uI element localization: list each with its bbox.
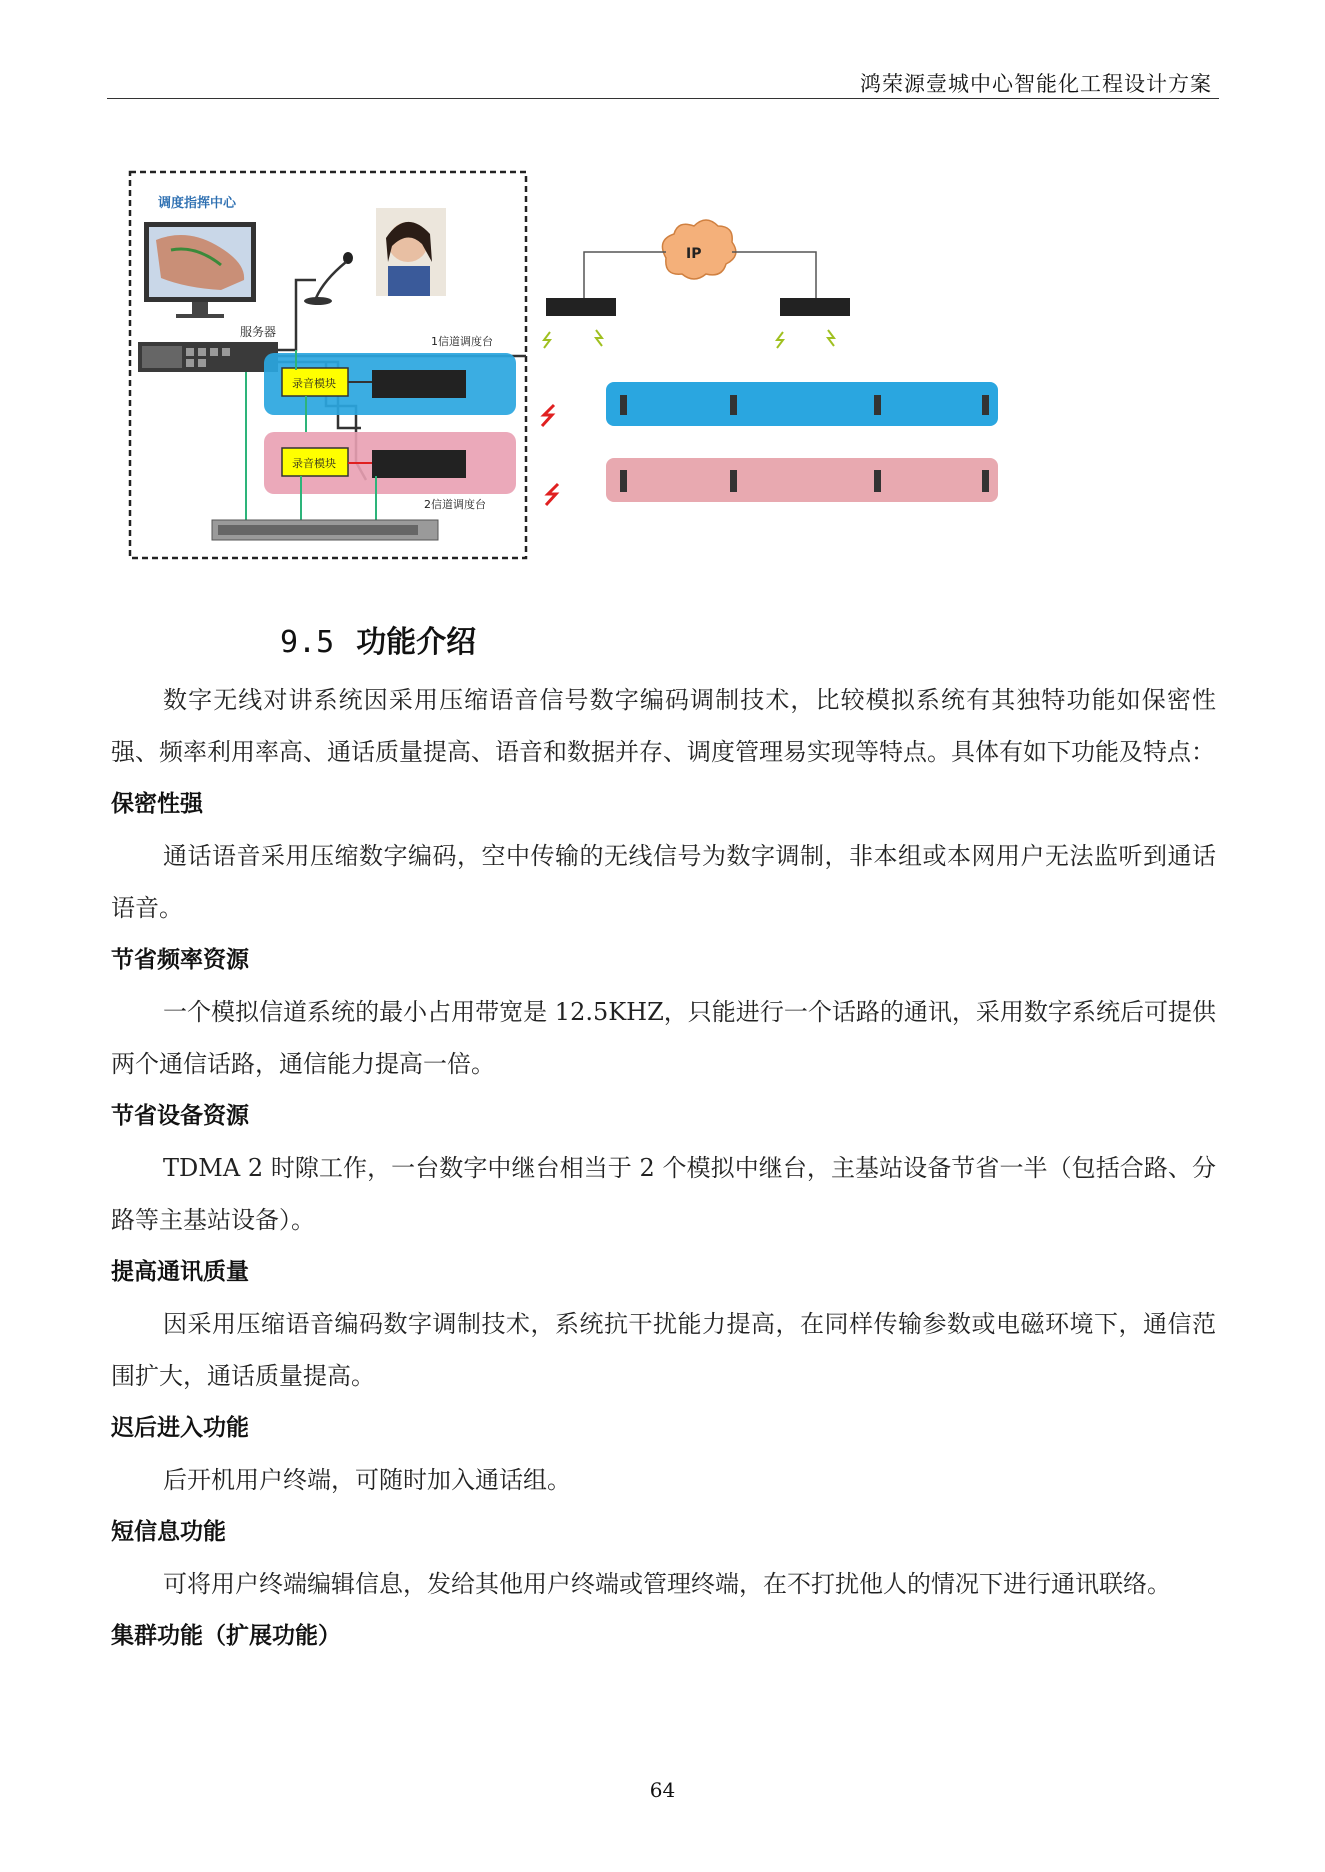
signal-bolt-icon [546, 484, 558, 505]
server-icon [138, 342, 278, 372]
feature-text: 因采用压缩语音编码数字调制技术，系统抗干扰能力提高，在同样传输参数或电磁环境下，通信范围扩大，通话质量提高。 [111, 1310, 1216, 1390]
channel2-bar [606, 458, 998, 502]
body-text [111, 674, 1216, 1662]
base-station2-icon [780, 298, 850, 316]
feature-title: 节省频率资源 [111, 947, 249, 973]
server-label: 服务器 [240, 325, 277, 339]
feature-text: 可将用户终端编辑信息，发给其他用户终端或管理终端，在不打扰他人的情况下进行通讯联络。 [163, 1570, 1171, 1598]
network-switch-icon [212, 520, 438, 540]
header-rule [107, 98, 1219, 99]
section-title: 功能介绍 [356, 625, 477, 660]
console2-label: 2信道调度台 [424, 498, 486, 511]
feature-text: 一个模拟信道系统的最小占用带宽是 12.5KHZ，只能进行一个话路的通讯，采用数字系统后可提供两个通信话路，通信能力提高一倍。 [111, 998, 1216, 1078]
system-diagram-svg [126, 170, 1006, 565]
feature-title: 集群功能（扩展功能） [111, 1623, 341, 1649]
radio1-icon [372, 370, 466, 398]
record-module1-label: 录音模块 [292, 377, 336, 390]
intro-paragraph: 数字无线对讲系统因采用压缩语音信号数字编码调制技术，比较模拟系统有其独特功能如保密性强、频率利用率高、通话质量提高、语音和数据并存、调度管理易实现等特点。具体有如下功能及特点： [111, 686, 1216, 766]
section-heading [280, 617, 476, 661]
header-title: 鸿荣源壹城中心智能化工程设计方案 [860, 72, 1212, 96]
section-number: 9.5 [280, 625, 335, 660]
signal-bolt-icon [542, 405, 554, 426]
feature-text: 通话语音采用压缩数字编码，空中传输的无线信号为数字调制，非本组或本网用户无法监听到通话语音。 [111, 842, 1216, 922]
ip-cloud-icon [662, 220, 735, 279]
record-module2-label: 录音模块 [292, 457, 336, 470]
page-number: 64 [649, 1778, 676, 1802]
dispatch-center-label: 调度指挥中心 [158, 196, 237, 211]
feature-title: 保密性强 [111, 791, 203, 817]
system-diagram [126, 170, 1006, 565]
feature-text: 后开机用户终端，可随时加入通话组。 [163, 1466, 571, 1494]
feature-title: 节省设备资源 [111, 1103, 249, 1129]
feature-text: TDMA 2 时隙工作，一台数字中继台相当于 2 个模拟中继台，主基站设备节省一半（包括合路、分路等主基站设备）。 [111, 1154, 1216, 1234]
console1-label: 1信道调度台 [431, 335, 493, 348]
feature-title: 短信息功能 [111, 1519, 226, 1545]
feature-title: 提高通讯质量 [111, 1259, 249, 1285]
channel1-bar [606, 382, 998, 426]
operator-photo [376, 208, 446, 296]
radio2-icon [372, 450, 466, 478]
ip-label: IP [686, 246, 702, 262]
feature-title: 迟后进入功能 [111, 1415, 249, 1441]
base-station1-icon [546, 298, 616, 316]
